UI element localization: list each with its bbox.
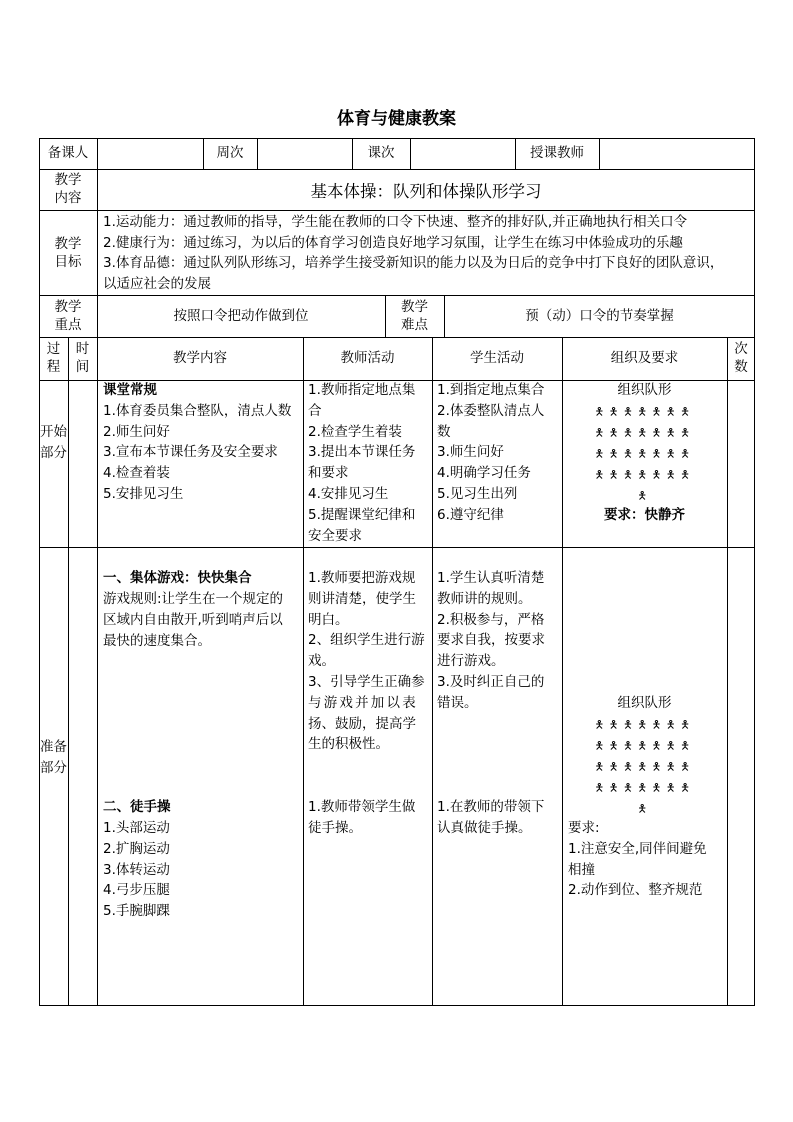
col-divider — [97, 337, 98, 1006]
game-rule-line: 最快的速度集合。 — [103, 632, 211, 649]
start-student-line: 5.见习生出列 — [437, 485, 518, 502]
key-point-value: 按照口令把动作做到位 — [173, 308, 309, 324]
prep-org-requirements — [568, 818, 707, 901]
key-point-label-line: 重点 — [54, 317, 82, 333]
prep-teacher-line: 2、组织学生进行游 — [308, 632, 425, 649]
row-divider — [39, 547, 755, 548]
prep-student-line: 1.学生认真听清楚 — [437, 570, 545, 586]
col-divider — [257, 138, 258, 169]
lesson-topic: 基本体操：队列和体操队形学习 — [310, 182, 542, 201]
col-header-time-line: 间 — [75, 359, 90, 375]
start-teacher-activity — [308, 380, 415, 546]
goal-line: 3.体育品德：通过队列队形练习，培养学生接受新知识的能力以及为日后的竞争中打下良好的团队意识， — [103, 255, 724, 271]
key-point-label — [39, 298, 97, 334]
section-prep-name: 准备部分 — [40, 739, 67, 776]
start-student-line: 6.遵守纪律 — [437, 506, 504, 523]
prep-teacher-line: 扬、鼓励，提高学 — [308, 715, 416, 732]
prep-student-exercise — [437, 797, 544, 839]
prep-teacher-exercise — [308, 797, 415, 839]
start-teacher-line: 2.检查学生着装 — [308, 423, 402, 440]
preparer-label: 备课人 — [47, 145, 89, 161]
prep-formation — [562, 714, 727, 819]
col-header-count-line: 次 — [734, 341, 748, 357]
formation-row: 🯅🯅🯅🯅🯅🯅🯅 — [594, 468, 695, 481]
prep-student-line: 错误。 — [437, 694, 478, 711]
game-title: 一、集体游戏：快快集合 — [103, 570, 252, 586]
start-formation — [562, 401, 727, 506]
start-teacher-line: 合 — [308, 402, 322, 419]
prep-teacher-exercise-line: 徒手操。 — [308, 819, 362, 836]
col-divider — [410, 138, 411, 169]
exercise-item: 5.手腕脚踝 — [103, 903, 170, 920]
col-divider — [68, 337, 69, 1006]
formation-leader: 🯅 — [637, 489, 652, 502]
row-divider — [39, 295, 755, 296]
start-org-requirement: 要求：快静齐 — [604, 507, 685, 523]
goals-label — [39, 235, 97, 271]
prep-student-line: 3.及时纠正自己的 — [437, 673, 545, 690]
formation-row: 🯅🯅🯅🯅🯅🯅🯅 — [594, 760, 695, 773]
col-header-count-line: 数 — [734, 359, 748, 375]
start-content-title: 课堂常规 — [103, 382, 157, 398]
game-rules — [103, 589, 283, 651]
formation-row: 🯅🯅🯅🯅🯅🯅🯅 — [594, 405, 695, 418]
start-content-line: 3.宣布本节课任务及安全要求 — [103, 444, 278, 461]
difficulty-label-line: 难点 — [401, 317, 428, 333]
start-org-title: 组织队形 — [617, 382, 672, 398]
start-student-activity — [437, 380, 544, 526]
start-content-line: 4.检查着装 — [103, 465, 170, 482]
start-teacher-line: 5.提醒课堂纪律和 — [308, 506, 416, 523]
prep-teacher-game — [308, 568, 425, 755]
col-header-process — [39, 340, 68, 376]
prep-student-game — [437, 568, 545, 714]
prep-student-exercise-line: 1.在教师的带领下 — [437, 799, 545, 815]
game-rule-line: 游戏规则:让学生在一个规定的 — [103, 591, 284, 607]
prep-teacher-line: 明白。 — [308, 611, 349, 628]
difficulty-label-line: 教学 — [401, 299, 428, 315]
week-label: 周次 — [216, 145, 244, 161]
prep-student-line: 教师讲的规则。 — [437, 590, 532, 607]
row-divider — [39, 169, 755, 170]
exercise-list — [103, 818, 170, 922]
col-divider — [599, 138, 600, 169]
goal-line: 以适应社会的发展 — [103, 276, 211, 292]
section-start-name: 开始部分 — [40, 424, 67, 461]
content-label-line: 内容 — [54, 190, 82, 206]
start-teacher-line: 4.安排见习生 — [308, 485, 389, 502]
col-header-teacher: 教师活动 — [340, 350, 395, 366]
start-content-line: 5.安排见习生 — [103, 485, 184, 502]
start-teacher-line: 安全要求 — [308, 527, 362, 544]
prep-org-title: 组织队形 — [617, 695, 672, 711]
prep-teacher-line: 则讲清楚，使学生 — [308, 590, 416, 607]
exercise-item: 1.头部运动 — [103, 820, 170, 836]
prep-student-line: 进行游戏。 — [437, 653, 505, 670]
prep-student-line: 2.积极参与，严格 — [437, 611, 545, 628]
start-content-line: 1.体育委员集合整队，清点人数 — [103, 402, 292, 419]
formation-row: 🯅🯅🯅🯅🯅🯅🯅 — [594, 447, 695, 460]
start-student-line: 数 — [437, 423, 451, 440]
prep-student-line: 要求自我，按要求 — [437, 632, 545, 649]
prep-teacher-line: 1.教师要把游戏规 — [308, 570, 416, 586]
col-header-organization: 组织及要求 — [610, 350, 679, 366]
exercise-title: 二、徒手操 — [103, 799, 171, 815]
difficulty-label — [385, 298, 444, 334]
start-content — [103, 380, 291, 505]
exercise-item: 3.体转运动 — [103, 861, 170, 878]
exercise-item: 4.弓步压腿 — [103, 882, 170, 899]
col-divider — [727, 337, 728, 1006]
col-divider — [432, 337, 433, 1006]
prep-org-req-line: 2.动作到位、整齐规范 — [568, 882, 703, 899]
start-student-line: 4.明确学习任务 — [437, 465, 531, 482]
prep-org-req-label: 要求: — [568, 820, 600, 836]
prep-org-req-line: 1.注意安全,同伴间避免 — [568, 840, 707, 857]
col-header-process-line: 程 — [46, 359, 61, 375]
exercise-item: 2.扩胸运动 — [103, 840, 170, 857]
start-content-line: 2.师生问好 — [103, 423, 170, 440]
formation-row: 🯅🯅🯅🯅🯅🯅🯅 — [594, 739, 695, 752]
lesson-number-label: 课次 — [367, 145, 395, 161]
prep-teacher-exercise-line: 1.教师带领学生做 — [308, 799, 416, 815]
col-header-count — [727, 340, 755, 376]
prep-student-exercise-line: 认真做徒手操。 — [437, 819, 532, 836]
start-teacher-line: 1.教师指定地点集 — [308, 382, 416, 398]
formation-leader: 🯅 — [637, 802, 652, 815]
content-label — [39, 171, 97, 207]
goal-line: 1.运动能力：通过教师的指导，学生能在教师的口令下快速、整齐的排好队,并正确地执行相关口令 — [103, 214, 688, 230]
prep-teacher-line: 生的积极性。 — [308, 736, 389, 753]
row-divider — [39, 210, 755, 211]
start-teacher-line: 3.提出本节课任务 — [308, 444, 416, 461]
col-divider — [97, 138, 98, 169]
goals-label-line: 目标 — [54, 254, 82, 270]
col-header-process-line: 过 — [46, 341, 61, 357]
prep-org-req-line: 相撞 — [568, 861, 595, 878]
col-header-content: 教学内容 — [173, 350, 227, 366]
difficulty-value: 预（动）口令的节奏掌握 — [525, 308, 674, 324]
formation-row: 🯅🯅🯅🯅🯅🯅🯅 — [594, 718, 695, 731]
goal-line: 2.健康行为：通过练习，为以后的体育学习创造良好地学习氛围，让学生在练习中体验成功的乐趣 — [103, 235, 683, 251]
start-teacher-line: 和要求 — [308, 465, 349, 482]
col-header-time-line: 时 — [75, 341, 90, 357]
teacher-label: 授课教师 — [530, 145, 584, 161]
prep-teacher-line: 与游戏并加以表 — [308, 694, 418, 711]
start-student-line: 1.到指定地点集合 — [437, 382, 545, 398]
game-rule-line: 区域内自由散开,听到哨声后以 — [103, 611, 283, 628]
prep-teacher-line: 3、引导学生正确参 — [308, 673, 425, 690]
content-label-line: 教学 — [54, 172, 82, 188]
row-divider — [39, 337, 755, 338]
col-header-student: 学生活动 — [470, 350, 524, 366]
start-student-line: 3.师生问好 — [437, 444, 504, 461]
document-title: 体育与健康教案 — [337, 109, 456, 129]
formation-row: 🯅🯅🯅🯅🯅🯅🯅 — [594, 426, 695, 439]
start-student-line: 2.体委整队清点人 — [437, 402, 545, 419]
key-point-label-line: 教学 — [54, 299, 82, 315]
prep-teacher-line: 戏。 — [308, 653, 335, 670]
col-divider — [303, 337, 304, 1006]
formation-row: 🯅🯅🯅🯅🯅🯅🯅 — [594, 781, 695, 794]
col-header-time — [68, 340, 97, 376]
goals-label-line: 教学 — [54, 236, 82, 252]
